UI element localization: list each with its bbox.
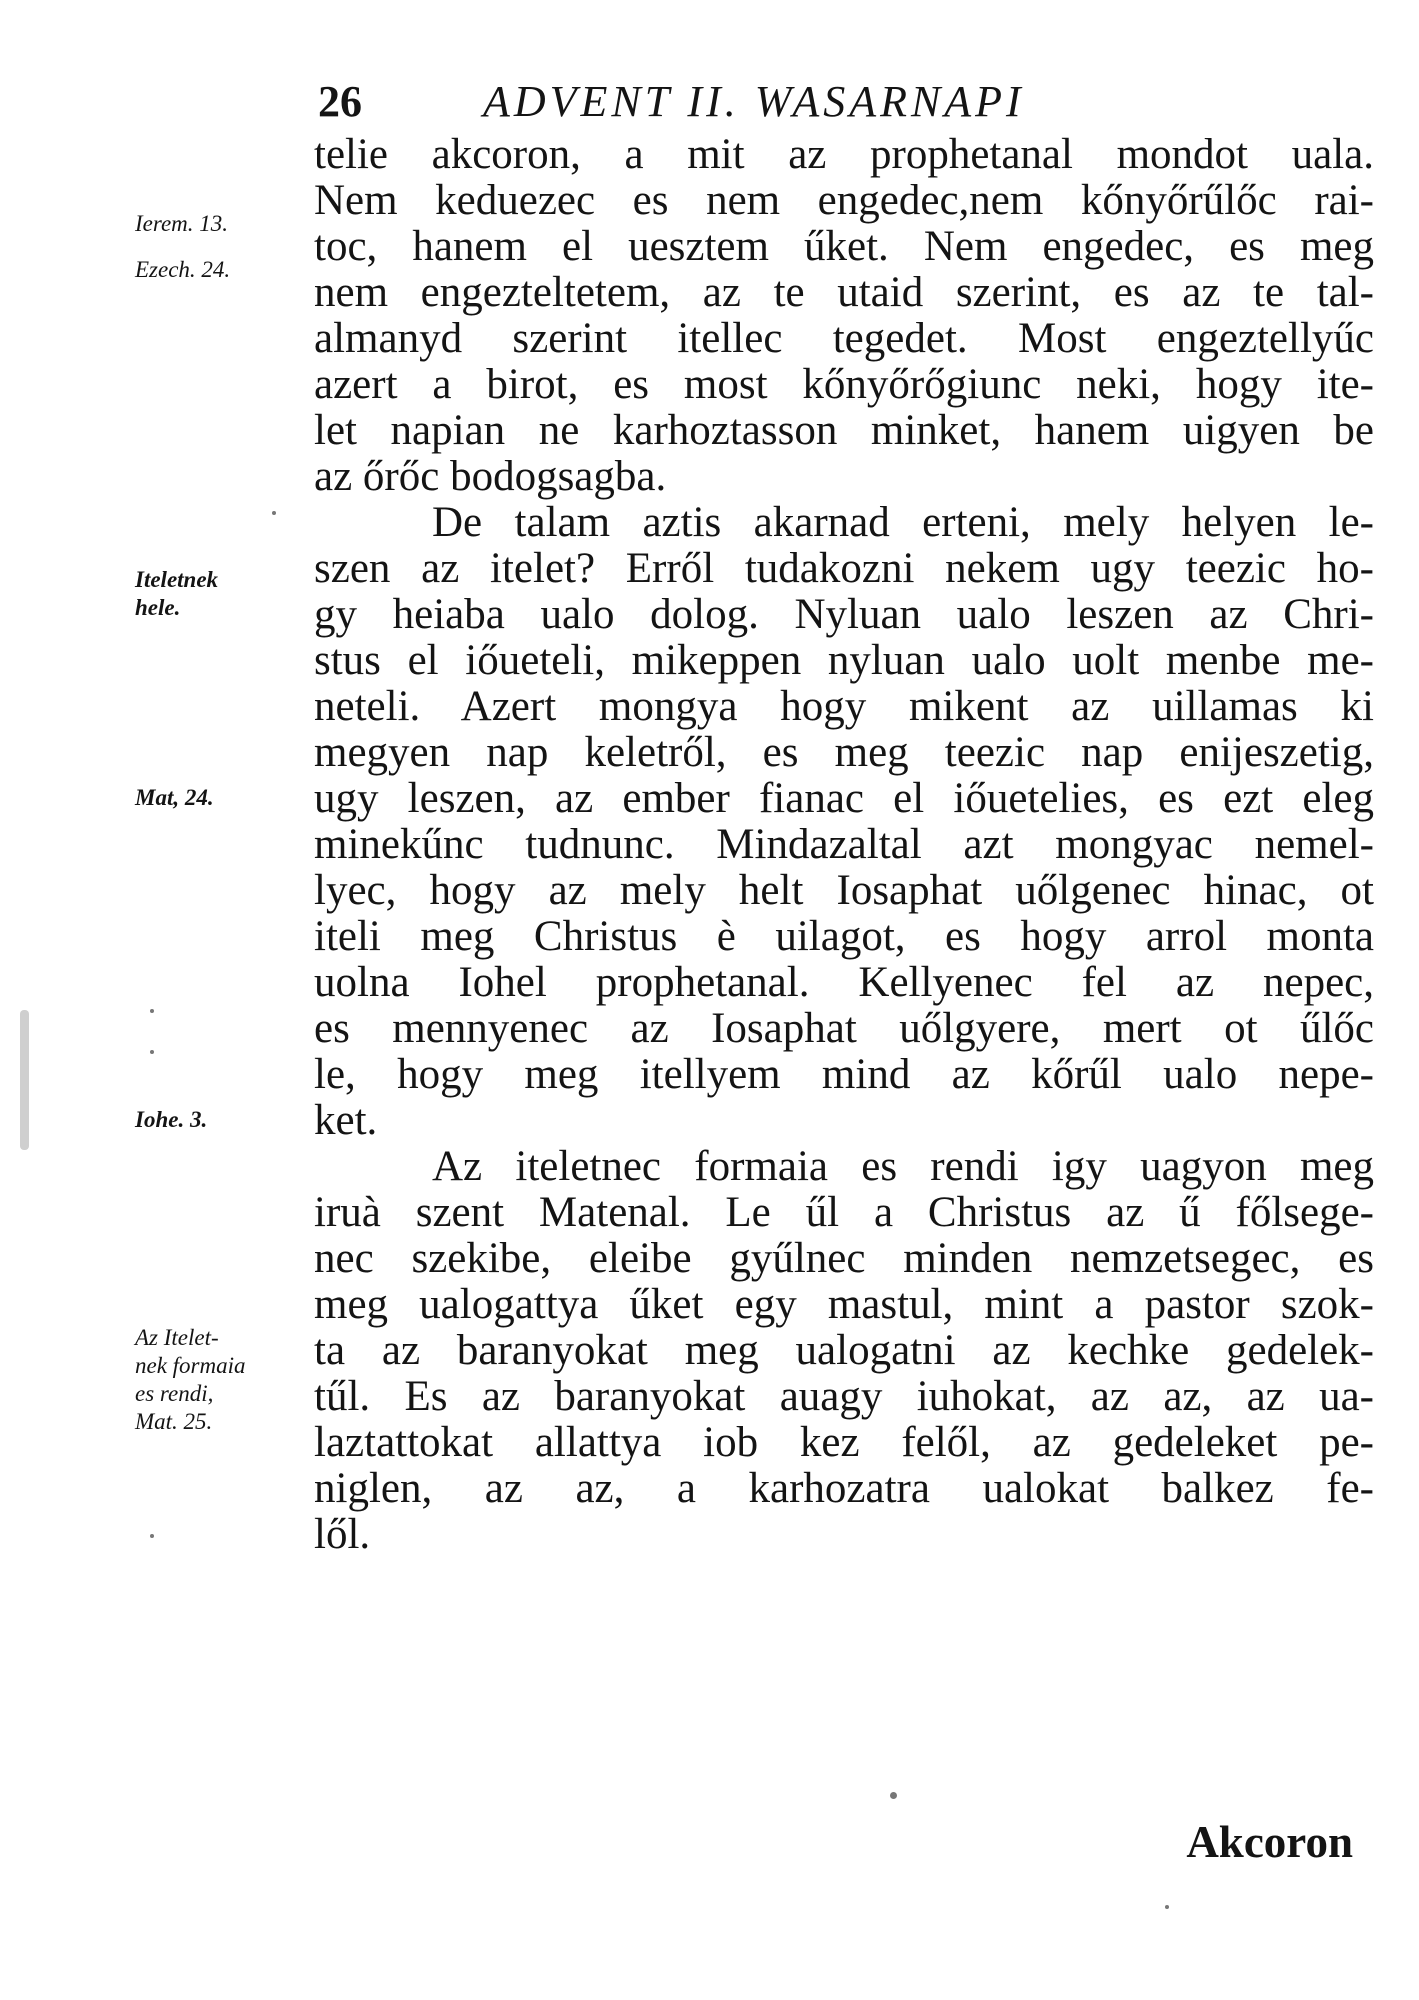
margin-note-line: nek formaia <box>135 1353 246 1378</box>
text-line: let napian ne karhoztasson minket, hanem uigyen be <box>314 407 1374 454</box>
paragraph <box>314 500 1374 1144</box>
text-line: az őrőc bodogsagba. <box>314 453 667 500</box>
text-line: es mennyenec az Iosaphat uőlgyere, mert ot űlőc <box>314 1005 1374 1052</box>
text-line: szen az itelet? Erről tudakozni nekem ugy teezic ho- <box>314 545 1374 592</box>
margin-note-line: Mat, 24. <box>135 785 214 810</box>
paragraph <box>314 132 1374 500</box>
margin-note-line: Mat. 25. <box>135 1409 213 1434</box>
margin-note-line: hele. <box>135 595 181 620</box>
margin-note-itelet-formaia <box>135 1324 246 1436</box>
page-header <box>318 76 1025 128</box>
ink-speck <box>1165 1905 1169 1909</box>
text-line: Az iteletnec formaia es rendi igy uagyon meg <box>432 1143 1374 1190</box>
ink-speck <box>150 1534 154 1538</box>
margin-note-mat-24 <box>135 784 214 812</box>
ink-speck <box>890 1792 897 1799</box>
margin-note-line: Ierem. 13. <box>135 211 229 236</box>
ink-speck <box>150 1050 154 1054</box>
body-text <box>314 132 1374 1558</box>
text-line: nec szekibe, eleibe gyűlnec minden nemzetsegec, es <box>314 1235 1374 1282</box>
margin-note-line: Iohe. 3. <box>135 1107 208 1132</box>
ink-speck <box>272 511 276 515</box>
text-line: stus el iőueteli, mikeppen nyluan ualo uolt menbe me- <box>314 637 1374 684</box>
text-line: tűl. Es az baranyokat auagy iuhokat, az az, az ua- <box>314 1373 1374 1420</box>
text-line: uolna Iohel prophetanal. Kellyenec fel az nepec, <box>314 959 1374 1006</box>
margin-note-ierem <box>135 210 228 238</box>
text-line: nem engezteltetem, az te utaid szerint, es az te tal- <box>314 269 1374 316</box>
text-line: laztattokat allattya iob kez felől, az gedeleket pe- <box>314 1419 1374 1466</box>
paragraph <box>314 1144 1374 1558</box>
page-number: 26 <box>318 77 362 126</box>
text-line: meg ualogattya űket egy mastul, mint a pastor szok- <box>314 1281 1374 1328</box>
margin-note-line: Iteletnek <box>135 567 219 592</box>
margin-note-iohel-3 <box>135 1106 207 1134</box>
text-line: minekűnc tudnunc. Mindazaltal azt mongyac nemel- <box>314 821 1374 868</box>
text-line: neteli. Azert mongya hogy mikent az uillamas ki <box>314 683 1374 730</box>
text-line: azert a birot, es most kőnyőrőgiunc neki, hogy ite- <box>314 361 1374 408</box>
margin-note-itelet-hele <box>135 566 218 622</box>
text-line: iteli meg Christus è uilagot, es hogy arrol monta <box>314 913 1374 960</box>
text-line: ta az baranyokat meg ualogatni az kechke gedelek- <box>314 1327 1374 1374</box>
text-line: De talam aztis akarnad erteni, mely helyen le- <box>432 499 1374 546</box>
margin-note-ezech <box>135 256 230 284</box>
scan-shadow <box>20 1010 29 1150</box>
text-line: toc, hanem el uesztem űket. Nem engedec, es meg <box>314 223 1374 270</box>
text-line: iruà szent Matenal. Le űl a Christus az ű főlsege- <box>314 1189 1374 1236</box>
text-line: megyen nap keletről, es meg teezic nap enijeszetig, <box>314 729 1374 776</box>
text-line: ugy leszen, az ember fianac el iőuetelies, es ezt eleg <box>314 775 1374 822</box>
text-line: lyec, hogy az mely helt Iosaphat uőlgenec hinac, ot <box>314 867 1374 914</box>
margin-note-line: Ezech. 24. <box>135 257 231 282</box>
ink-speck <box>150 1009 154 1013</box>
text-line: niglen, az az, a karhozatra ualokat balkez fe- <box>314 1465 1374 1512</box>
text-line: telie akcoron, a mit az prophetanal mondot uala. <box>314 131 1374 178</box>
text-line: almanyd szerint itellec tegedet. Most engeztellyűc <box>314 315 1374 362</box>
catchword: Akcoron <box>1186 1817 1353 1867</box>
text-line: gy heiaba ualo dolog. Nyluan ualo leszen az Chri- <box>314 591 1374 638</box>
running-title: ADVENT II. WASARNAPI <box>483 77 1025 126</box>
text-line: ket. <box>314 1097 378 1144</box>
margin-note-line: Az Itelet- <box>135 1325 219 1350</box>
text-line: le, hogy meg itellyem mind az kőrűl ualo nepe- <box>314 1051 1374 1098</box>
margin-note-line: es rendi, <box>135 1381 214 1406</box>
text-line: lől. <box>314 1511 371 1558</box>
text-line: Nem keduezec es nem engedec,nem kőnyőrűlőc rai- <box>314 177 1374 224</box>
